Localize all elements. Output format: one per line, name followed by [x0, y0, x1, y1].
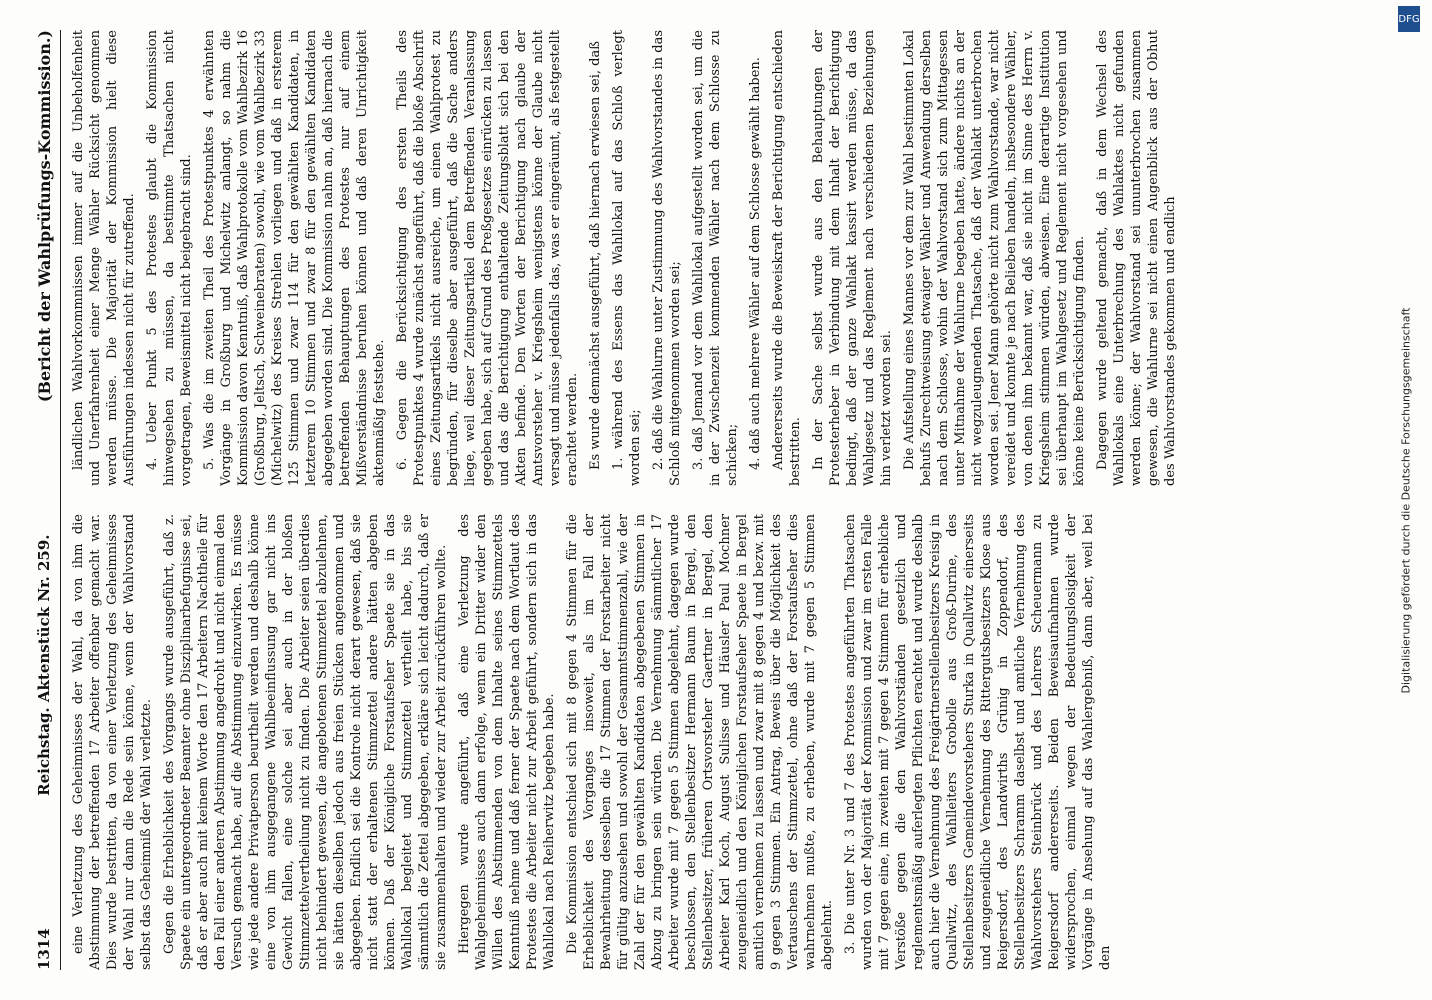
- paragraph: 1. während des Essens das Wahllokal auf das Schloß verlegt worden sei;: [611, 30, 643, 486]
- paragraph: 4. daß auch mehrere Wähler auf dem Schlosse gewählt haben.: [748, 57, 763, 470]
- paragraph: Gegen die Erheblichkeit des Vorgangs wurde ausgeführt, daß z. Spaete ein untergeordneter Beamter ohne Disziplinarbefugnisse sei, daß er aber auch mit keinem Worte den 17 Arbeitern Nachtheile für den Fall einer anderen Abstimmung angedroht und nicht einmal den Versuch gemacht habe, auf die Abstimmung einzuwirken. Es müsse wie jede andere Privatperson beurtheilt werden und deshalb könne eine von ihm ausgegangene Wahlbeeinflussung gar nicht ins Gewicht fallen, eine solche sei aber auch in der bloßen Stimmzettelvertheilung nicht zu finden. Die Arbeiter seien überdies nicht behindert gewesen, die angebotenen Stimmzettel abzulehnen, sie hätten dieselben jedoch aus freien Stücken angenommen und abgegeben. Endlich sei die Kontrole nicht derart gewesen, daß sie nicht statt der erhaltenen Stimmzettel andere hätten abgeben können. Daß der Königliche Forstaufseher Spaete sie in das Wahllokal begleitet und Stimmzettel vertheilt habe, bis sie sämmtlich die Zettel abgegeben, erkläre sich leicht dadurch, daß er sie zusammenhalten und wieder zur Arbeit zurückführen wollte.: [162, 514, 449, 970]
- paragraph: Andererseits wurde die Beweiskraft der Berichtigung entschieden bestritten.: [771, 30, 803, 486]
- header-center-title: (Bericht der Wahlprüfungs-Kommission.): [34, 30, 54, 403]
- credit-text: Digitalisierung gefördert durch die Deutsche Forschungsgemeinschaft: [1399, 307, 1413, 693]
- paragraph: 6. Gegen die Berücksichtigung des ersten Theils des Protestpunktes 4 wurde zunächst angeführt, daß die bloße Abschrift eines Zeitungsartikels nicht ausreiche, um einen Wahlprotest zu begründen, für dieselbe aber ausgeführt, daß die Sache anders liege, weil dieser Zeitungsartikel dem Betreffenden Veranlassung gegeben habe, sich auf Grund des Preßgesetzes einrücken zu lassen und das die Berichtigung enthaltende Zeitungsblatt sich bei den Akten befinde. Den Worten der Berichtigung nach glaube der Amtsvorsteher v. Kriegsheim wenigstens könne der Glaube nicht versagt und müsse jedenfalls das, was er eingeräumt, als festgestellt erachtet werden.: [395, 30, 580, 486]
- page-number: 1314: [35, 928, 53, 970]
- paragraph: Die Aufstellung eines Mannes vor dem zur Wahl bestimmten Lokal behufs Zurechtweisung etwaiger Wähler und Anwendung derselben nach dem Schlosse, wohin der Wahlvorstand sich zum Mittagessen unter Mitnahme der Wahlurne begeben hatte, ändere nichts an der nicht wegzuleugnenden Thatsache, daß der Wahlakt unterbrochen worden sei. Jener Mann gehörte nicht zum Wahlvorstande, war nicht vereidet und konnte je nach Belieben handeln, insbesondere Wähler, von denen ihm bekannt war, daß sie nicht im Sinne des Herrn v. Kriegsheim stimmen würden, abweisen. Eine derartige Institution sei überhaupt im Wahlgesetz und Reglement nicht vorgesehen und könne keine Berücksichtigung finden.: [902, 30, 1087, 486]
- paragraph: 2. daß die Wahlurne unter Zustimmung des Wahlvorstandes in das Schloß mitgenommen worden sei;: [651, 30, 683, 486]
- header-left-title: Reichstag. Aktenstück Nr. 259.: [35, 534, 53, 796]
- paragraph: eine Verletzung des Geheimnisses der Wahl, da von ihm die Abstimmung der betreffenden 17 Arbeiter offenbar gemacht war. Dies wurde bestritten, da von einer Verletzung des Geheimnisses der Wahl nur dann die Rede sein könne, wenn der Wahlvorstand selbst das Geheimniß der Wahl verletzte.: [71, 514, 154, 970]
- dfg-logo: DFG: [1398, 6, 1420, 32]
- paragraph: Es wurde demnächst ausgeführt, daß hiernach erwiesen sei, daß: [588, 41, 603, 470]
- paragraph: Die Kommission entschied sich mit 8 gegen 4 Stimmen für die Erheblichkeit des Vorganges insoweit, als im Fall der Bewahrheitung desselben die 17 Stimmen der Forstarbeiter nicht für gültig anzusehen und sowohl der Gesammtstimmenzahl, wie der Zahl der für den gewählten Kandidaten abgegebenen Stimmen in Abzug zu bringen sein würden. Die Vernehmung sämmtlicher 17 Arbeiter wurde mit 7 gegen 5 Stimmen abgelehnt, dagegen wurde beschlossen, den Stellenbesitzer Hermann Baum in Bergel, den Stellenbesitzer, früheren Ortsvorsteher Gaertner in Bergel, den Arbeiter Karl Koch, August Sulisse und Häusler Paul Mochner zeugeneidlich und den Königlichen Forstaufseher Spaete in Bergel amtlich vernehmen zu lassen und zwar mit 8 gegen 4 und bezw. mit 9 gegen 3 Stimmen. Ein Antrag, Beweis über die Möglichkeit des Vertauschens der Stimmzettel, ohne daß der Forstaufseher dies wahrnehmen mußte, zu erheben, wurde mit 7 gegen 5 Stimmen abgelehnt.: [565, 514, 835, 970]
- paragraph: 4. Ueber Punkt 5 des Protestes glaubt die Kommission hinwegsehen zu müssen, da bestimmte Thatsachen nicht vorgetragen, Beweismittel nicht beigebracht sind.: [145, 30, 194, 486]
- right-column: [70, 30, 1402, 486]
- paragraph: In der Sache selbst wurde aus den Behauptungen der Protesterheber in Verbindung mit dem Inhalt der Berichtigung bedingt, daß der ganze Wahlakt kassirt werden müsse, da das Wahlgesetz und das Reglement nach verschiedenen Beziehungen hin verletzt worden sei.: [811, 30, 894, 486]
- paragraph: ländlichen Wahlvorkommnissen immer auf die Unbeholfenheit und Unerfahrenheit einer Menge Wähler Rücksicht genommen werden müsse. Die Majorität der Kommission hielt diese Ausführungen indessen nicht für zutreffend.: [71, 30, 137, 486]
- header-rule: [60, 30, 61, 970]
- paragraph: 3. Die unter Nr. 3 und 7 des Protestes angeführten Thatsachen wurden von der Majorität der Kommission und zwar im ersten Falle mit 7 gegen eine, im zweiten mit 7 gegen 4 Stimmen für erhebliche Verstöße gegen die den Wahlvorständen gesetzlich und reglementsmäßig auferlegten Pflichten erachtet und wurde deshalb auch hier die Vernehmung des Freigärtnerstellenbesitzers Kreisig in Quallwitz, des Wahlleiters Grobolle aus Groß-Durine, des Stellenbesitzers Gemeindevorstehers Sturka in Quallwitz einerseits und zeugeneidliche Vernehmung des Rittergutsbesitzers Klose aus Reigersdorf, des Landwirths Grünig in Zoppendorf, des Stellenbesitzers Schramm daselbst und amtliche Vernehmung des Wahlvorstehers Steinbrück und des Lehrers Scheuermann zu Reigersdorf andererseits. Beiden Beweisaufnahmen wurde widersprochen, einmal wegen der Bedeutungslosigkeit der Vorgänge in Ansehung auf das Wahlergebniß, dann aber, weil bei den: [843, 514, 1113, 970]
- paragraph: 5. Was die im zweiten Theil des Protestpunktes 4 erwähnten Vorgänge in Großburg und Michelwitz anlangt, so nahm die Kommission davon Kenntniß, daß Wahlprotokolle vom Wahlbezirk 16 (Großburg, Jeltsch, Schweinebraten) sowohl, wie vom Wahlbezirk 33 (Michelwitz) des Kreises Strehlen vorliegen und daß in ersterem 125 Stimmen und zwar 114 für den gewählten Kandidaten, in letzterem 10 Stimmen und zwar 8 für den gewählten Kandidaten abgegeben worden sind. Die Kommission nahm an, daß hiernach die betreffenden Behauptungen des Protestes nur auf einem Mißverständnisse beruhen können und daß deren Unrichtigkeit aktenmäßig feststehe.: [202, 30, 387, 486]
- digitization-credit: [1390, 0, 1422, 1000]
- paragraph: 3. daß Jemand vor dem Wahllokal aufgestellt worden sei, um die in der Zwischenzeit kommenden Wähler nach dem Schlosse zu schicken;: [691, 30, 740, 486]
- page-header: [30, 30, 58, 970]
- paragraph: Dagegen wurde geltend gemacht, daß in dem Wechsel des Wahllokals eine Unterbrechung des Wahlaktes nicht gefunden werden könne; der Wahlvorstand sei ununterbrochen zusammen gewesen, die Wahlurne sei nicht einen Augenblick aus der Obhut des Wahlvorstandes gekommen und endlich: [1095, 30, 1178, 486]
- left-column: [70, 514, 1402, 970]
- paragraph: Hiergegen wurde angeführt, daß eine Verletzung des Wahlgeheimnisses auch dann erfolge, wenn ein Dritter wider den Willen des Abstimmenden von dem Inhalte seines Stimmzettels Kenntniß nehme und daß ferner der Spaete nach dem Wortlaut des Protestes die Arbeiter nicht zur Arbeit geführt, sondern sich in das Wahllokal nach Reiherwitz begeben habe.: [457, 514, 557, 970]
- text-columns: [70, 30, 1402, 970]
